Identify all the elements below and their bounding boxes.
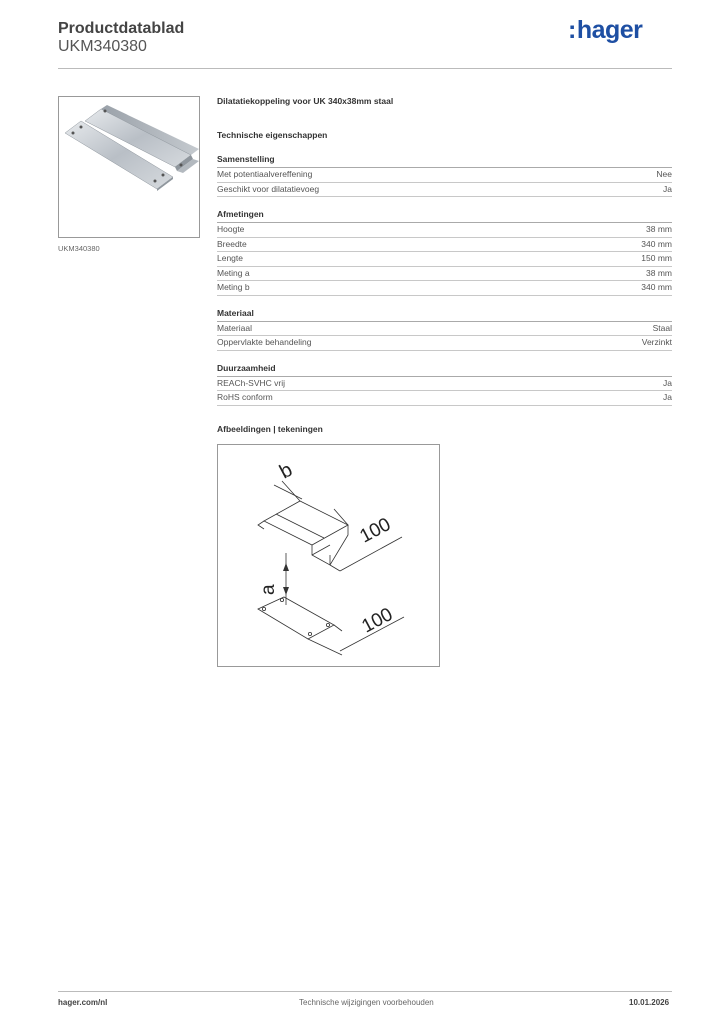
footer-disclaimer: Technische wijzigingen voorbehouden bbox=[299, 998, 434, 1007]
spec-value: Ja bbox=[663, 377, 672, 388]
properties-title: Technische eigenschappen bbox=[217, 130, 328, 140]
spec-row bbox=[217, 168, 672, 183]
spec-label: Met potentiaalvereffening bbox=[217, 169, 313, 179]
spec-label: REACh-SVHC vrij bbox=[217, 377, 286, 388]
logo-text: hager bbox=[576, 16, 643, 44]
section-title: Samenstelling bbox=[217, 154, 672, 168]
spec-label: Meting a bbox=[217, 267, 250, 278]
hager-logo bbox=[568, 16, 642, 45]
spec-row bbox=[217, 391, 672, 406]
spec-row bbox=[217, 281, 672, 296]
spec-value: 340 mm bbox=[641, 282, 672, 292]
spec-value: 38 mm bbox=[646, 224, 672, 234]
logo-colon-icon: : bbox=[568, 16, 576, 44]
spec-row bbox=[217, 223, 672, 238]
spec-label: Oppervlakte behandeling bbox=[217, 337, 312, 347]
spec-value: 340 mm bbox=[641, 238, 672, 249]
spec-value: Nee bbox=[656, 169, 672, 179]
spec-value: Verzinkt bbox=[641, 337, 672, 347]
section-afmetingen bbox=[217, 209, 672, 296]
footer-date: 10.01.2026 bbox=[629, 998, 670, 1007]
footer-divider bbox=[58, 991, 672, 992]
product-name: Dilatatiekoppeling voor UK 340x38mm staal bbox=[217, 96, 394, 106]
spec-value: Ja bbox=[663, 183, 672, 194]
spec-label: Materiaal bbox=[217, 322, 252, 333]
spec-row bbox=[217, 183, 672, 198]
spec-label: Meting b bbox=[217, 282, 250, 292]
section-title: Materiaal bbox=[217, 308, 672, 322]
spec-value: Staal bbox=[652, 322, 672, 333]
drawings-title: Afbeeldingen | tekeningen bbox=[217, 423, 323, 434]
header-divider bbox=[58, 68, 672, 69]
spec-value: Ja bbox=[663, 392, 672, 402]
technical-drawing bbox=[217, 444, 440, 667]
dimension-label-bottom: 100 bbox=[358, 603, 397, 638]
spec-label: Breedte bbox=[217, 238, 247, 249]
spec-label: Lengte bbox=[217, 253, 243, 263]
dimension-drawing-icon bbox=[218, 445, 439, 666]
product-code: UKM340380 bbox=[58, 38, 147, 55]
product-image-icon bbox=[59, 97, 199, 237]
spec-row bbox=[217, 336, 672, 351]
footer-website-link[interactable]: hager.com/nl bbox=[58, 998, 108, 1007]
product-photo bbox=[58, 96, 200, 238]
spec-row bbox=[217, 377, 672, 392]
photo-caption: UKM340380 bbox=[58, 244, 100, 253]
dimension-label-top: 100 bbox=[356, 513, 395, 548]
spec-content bbox=[217, 96, 672, 436]
section-materiaal bbox=[217, 308, 672, 351]
dimension-label-b: b bbox=[276, 458, 297, 484]
section-title: Afmetingen bbox=[217, 209, 672, 223]
spec-row bbox=[217, 238, 672, 253]
spec-label: Geschikt voor dilatatievoeg bbox=[217, 183, 320, 194]
spec-row bbox=[217, 322, 672, 337]
spec-value: 38 mm bbox=[646, 267, 672, 278]
section-title: Duurzaamheid bbox=[217, 363, 672, 377]
spec-label: RoHS conform bbox=[217, 392, 273, 402]
section-samenstelling bbox=[217, 154, 672, 197]
spec-row bbox=[217, 267, 672, 282]
spec-label: Hoogte bbox=[217, 224, 245, 234]
dimension-label-a: a bbox=[258, 584, 279, 595]
document-title: Productdatablad bbox=[58, 20, 185, 37]
spec-value: 150 mm bbox=[641, 253, 672, 263]
section-duurzaamheid bbox=[217, 363, 672, 406]
spec-row bbox=[217, 252, 672, 267]
